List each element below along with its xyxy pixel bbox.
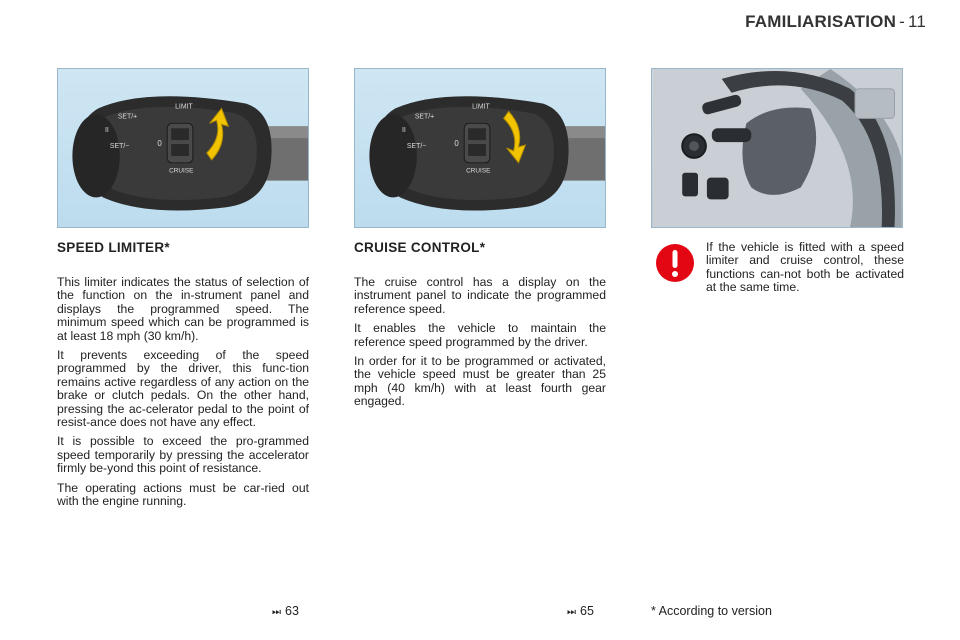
cruise-control-text xyxy=(354,276,606,415)
paragraph: It enables the vehicle to maintain the reference speed programmed by the driver. xyxy=(354,321,606,349)
stalk-label-set-plus: SET/+ xyxy=(117,113,138,121)
footnote: * According to version xyxy=(651,604,772,618)
stalk-label-cruise: CRUISE xyxy=(169,167,194,175)
stalk-label-zero: 0 xyxy=(157,139,162,149)
stalk-illustration xyxy=(58,69,308,227)
page-reference-link[interactable] xyxy=(567,604,594,618)
page-reference-link[interactable] xyxy=(272,604,299,618)
page-number: 11 xyxy=(907,12,926,31)
skip-forward-icon: ⏭ xyxy=(567,607,576,618)
cruise-control-title: CRUISE CONTROL* xyxy=(354,240,486,255)
paragraph: It prevents exceeding of the speed programmed by the driver, this func-tion remains active regardless of any action on the brake or clutch pedals. On the other hand, pressing the ac-celerator pedal to the point of resist-ance does not have any effect. xyxy=(57,348,309,430)
stalk-label-set-minus: SET/− xyxy=(109,143,130,150)
paragraph: It is possible to exceed the pro-grammed speed temporarily by pressing the accelerator firmly be-yond this point of resistance. xyxy=(57,434,309,476)
paragraph: This limiter indicates the status of selection of the function on the in-strument panel and displays the programmed speed. The minimum speed which can be programmed is at least 18 mph (30 km/h). xyxy=(57,275,309,343)
stalk-illustration xyxy=(355,69,605,227)
speed-limiter-title: SPEED LIMITER* xyxy=(57,240,170,255)
stalk-label-set-plus: SET/+ xyxy=(414,113,435,121)
speed-limiter-stalk-photo xyxy=(57,68,309,228)
cruise-control-stalk-photo xyxy=(354,68,606,228)
speed-limiter-text xyxy=(57,276,309,515)
exclamation-warning-icon xyxy=(655,243,695,283)
paragraph: The operating actions must be car-ried out with the engine running. xyxy=(57,480,309,509)
stalk-label-zero: 0 xyxy=(454,139,459,149)
dashboard-illustration xyxy=(652,69,902,227)
skip-forward-icon: ⏭ xyxy=(272,607,281,618)
stalk-label-roman-two: II xyxy=(104,127,109,135)
stalk-label-set-minus: SET/− xyxy=(406,143,427,150)
page-reference-number: 63 xyxy=(285,604,299,618)
header-separator: - xyxy=(899,12,905,31)
section-title: FAMILIARISATION xyxy=(745,12,897,31)
stalk-label-limit: LIMIT xyxy=(472,103,490,111)
stalk-label-limit: LIMIT xyxy=(175,103,193,111)
stalk-label-cruise: CRUISE xyxy=(466,167,491,175)
paragraph: The cruise control has a display on the instrument panel to indicate the programmed reference speed. xyxy=(354,275,606,316)
stalk-label-roman-two: II xyxy=(401,127,406,135)
paragraph: In order for it to be programmed or activated, the vehicle speed must be greater than 25 mph (40 km/h) with at least fourth gear engaged. xyxy=(354,354,606,409)
page-reference-number: 65 xyxy=(580,604,594,618)
steering-column-photo xyxy=(651,68,903,228)
page-header xyxy=(745,12,926,32)
warning-text: If the vehicle is fitted with a speed limiter and cruise control, these functions can-not both be activated at the same time. xyxy=(706,240,904,295)
